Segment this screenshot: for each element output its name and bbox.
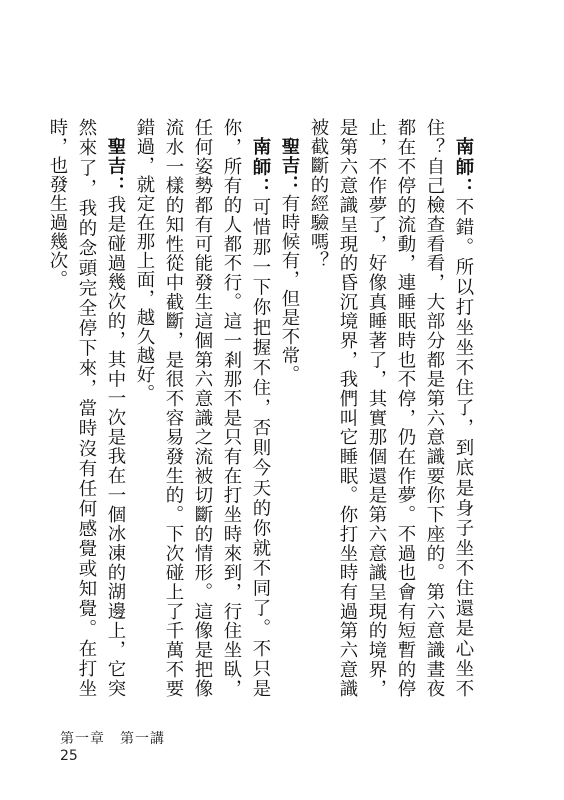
- page-footer: [60, 731, 165, 765]
- paragraph-text: 有時候有，但是不常。: [279, 194, 300, 385]
- speaker-label: 聖吉：: [279, 137, 300, 195]
- speaker-label: 聖吉：: [105, 137, 126, 196]
- vertical-text-body: [47, 118, 478, 699]
- speaker-label: 南師：: [250, 137, 271, 198]
- paragraph-3: [130, 118, 275, 698]
- paragraph-text: 可惜那一下你把握不住，否則今天的你就不同了。不只是你，所有的人都不行。這一剎那不是只有在打坐時來到，行住坐臥，任何姿勢都有可能發生這個第六意識之流被切斷的情形。這像是把像流水一樣的知性從中截斷，是很不容易發生的。下次碰上了千萬不要錯過，就定在那上面，越久越好。: [134, 118, 271, 698]
- chapter-title: 第一章 第一講: [60, 731, 165, 747]
- page-number: 25: [60, 748, 78, 764]
- paragraph-text: 不錯。所以打坐坐不住了，到底是身子坐不住還是心坐不住？自己檢查看看，大部分都是第六意識要你下座的。第六意識晝夜都在不停的流動，連睡眠時也不停，仍在作夢。不過也會有短暫的停止，不作夢了，好像真睡著了，其實那個還是第六意識呈現的境界，是第六意識呈現的昏沉境界，我們叫它睡眠。你打坐時有過第六意識被截斷的經驗嗎？: [308, 118, 474, 698]
- paragraph-2: [275, 118, 304, 698]
- paragraph-text: 我是碰過幾次的，其中一次是我在一個冰凍的湖邊上，它突然來了，我的念頭完全停下來，當時沒有任何感覺或知覺。在打坐時，也發生過幾次。: [47, 118, 126, 699]
- paragraph-4: [43, 118, 130, 698]
- speaker-label: 南師：: [453, 137, 474, 198]
- paragraph-1: [304, 118, 478, 698]
